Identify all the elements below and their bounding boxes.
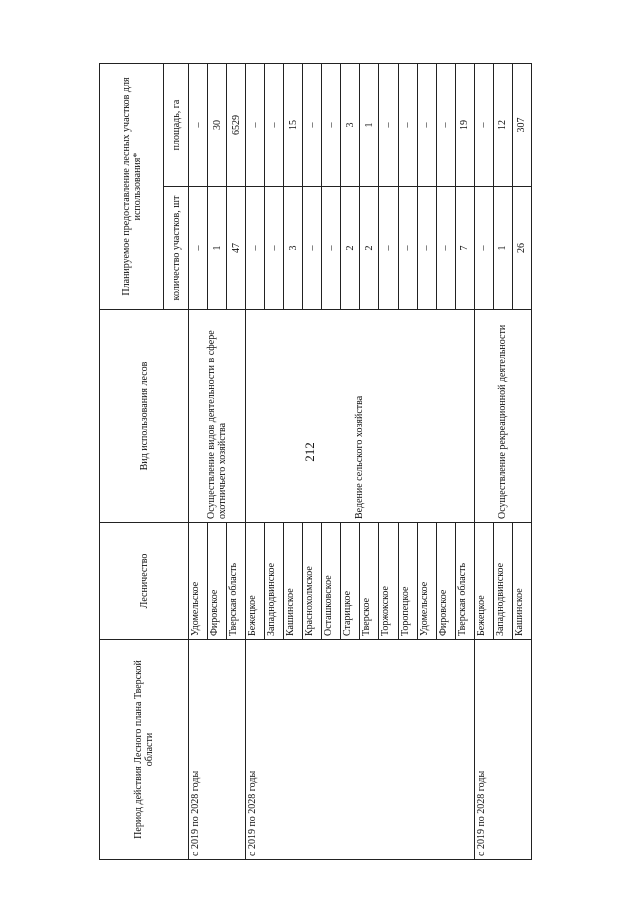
forestry-cell: Торопецкое (398, 523, 417, 640)
count-cell: – (474, 187, 493, 310)
count-cell: – (265, 187, 284, 310)
header-count: количество участков, шт (164, 187, 189, 310)
table-body (189, 64, 532, 860)
area-cell: – (189, 64, 208, 187)
forest-plots-table (99, 63, 532, 860)
area-cell: – (322, 64, 341, 187)
area-cell: – (436, 64, 455, 187)
forestry-cell: Удомельское (189, 523, 208, 640)
count-cell: 1 (208, 187, 227, 310)
count-cell: – (303, 187, 322, 310)
use-type-cell: Осуществление рекреационной деятельности (474, 310, 531, 523)
count-cell: 3 (284, 187, 303, 310)
count-cell: 47 (227, 187, 246, 310)
table-row (474, 64, 493, 860)
table-row (246, 64, 265, 860)
count-cell: – (398, 187, 417, 310)
period-cell: с 2019 по 2028 годы (189, 640, 246, 860)
forestry-cell: Старицкое (341, 523, 360, 640)
forestry-cell: Торжокское (379, 523, 398, 640)
count-cell: – (246, 187, 265, 310)
header-planned: Планируемое предоставление лесных участков для использования* (100, 64, 164, 310)
area-cell: 19 (455, 64, 474, 187)
forestry-cell: Западнодвинское (493, 523, 512, 640)
count-cell: – (417, 187, 436, 310)
area-cell: 12 (493, 64, 512, 187)
area-cell: – (398, 64, 417, 187)
area-cell: 30 (208, 64, 227, 187)
forestry-cell: Западнодвинское (265, 523, 284, 640)
area-cell: 3 (341, 64, 360, 187)
forestry-cell: Тверское (360, 523, 379, 640)
forestry-cell: Бежецкое (474, 523, 493, 640)
count-cell: – (322, 187, 341, 310)
page-number: 212 (302, 442, 317, 462)
forestry-cell: Фировское (436, 523, 455, 640)
forestry-cell: Тверская область (455, 523, 474, 640)
area-cell: – (265, 64, 284, 187)
forestry-cell: Удомельское (417, 523, 436, 640)
area-cell: – (474, 64, 493, 187)
forestry-cell: Краснохолмское (303, 523, 322, 640)
forestry-cell: Фировское (208, 523, 227, 640)
count-cell: 2 (360, 187, 379, 310)
use-type-cell: Осуществление видов деятельности в сфере охотничьего хозяйства (189, 310, 246, 523)
count-cell: – (436, 187, 455, 310)
header-period: Период действия Лесного плана Тверской области (100, 640, 189, 860)
area-cell: – (246, 64, 265, 187)
area-cell: 1 (360, 64, 379, 187)
area-cell: – (379, 64, 398, 187)
forestry-cell: Бежецкое (246, 523, 265, 640)
period-cell: с 2019 по 2028 годы (246, 640, 475, 860)
header-forestry: Лесничество (100, 523, 189, 640)
count-cell: 1 (493, 187, 512, 310)
count-cell: – (189, 187, 208, 310)
period-cell: с 2019 по 2028 годы (474, 640, 531, 860)
count-cell: 2 (341, 187, 360, 310)
area-cell: 6529 (227, 64, 246, 187)
rotated-table-container (99, 64, 532, 860)
count-cell: 26 (512, 187, 531, 310)
forestry-cell: Тверская область (227, 523, 246, 640)
forestry-cell: Кашинское (512, 523, 531, 640)
forestry-cell: Кашинское (284, 523, 303, 640)
count-cell: 7 (455, 187, 474, 310)
forestry-cell: Осташковское (322, 523, 341, 640)
area-cell: 15 (284, 64, 303, 187)
use-type-cell: Ведение сельского хозяйства (246, 310, 475, 523)
area-cell: – (417, 64, 436, 187)
table-row (189, 64, 208, 860)
area-cell: – (303, 64, 322, 187)
area-cell: 307 (512, 64, 531, 187)
count-cell: – (379, 187, 398, 310)
header-use-type: Вид использования лесов (100, 310, 189, 523)
header-area: площадь, га (164, 64, 189, 187)
